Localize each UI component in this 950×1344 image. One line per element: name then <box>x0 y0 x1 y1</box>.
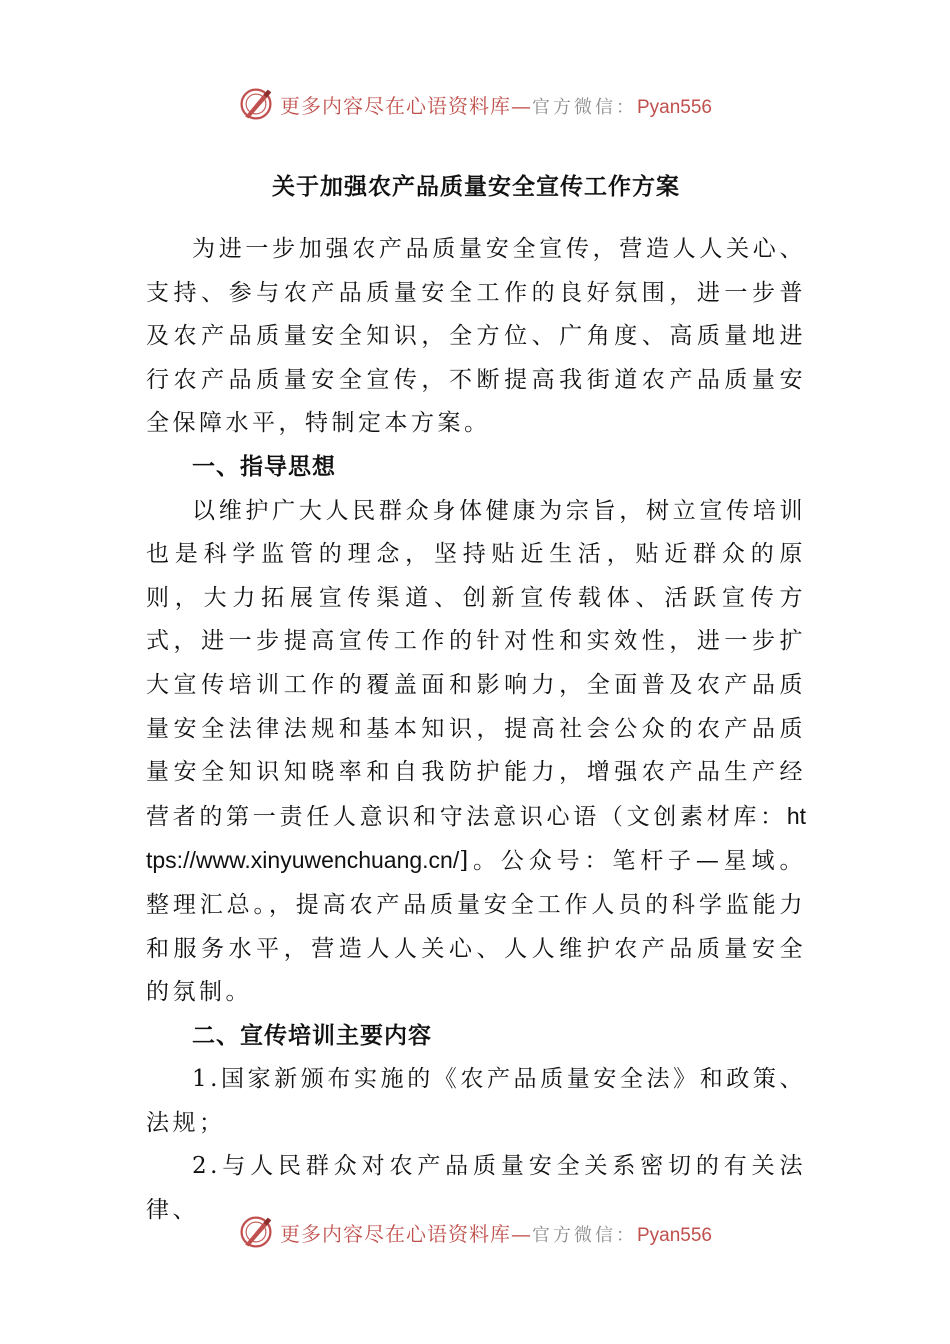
watermark-dash: — <box>510 1221 532 1246</box>
watermark-wechat-label: 官方微信： <box>531 96 637 118</box>
watermark-main-text: 更多内容尽在心语资料库 <box>279 1221 511 1246</box>
watermark-header <box>0 84 950 124</box>
guiding-ideology-paragraph <box>146 490 806 1015</box>
watermark-wechat-id: Pyan556 <box>636 96 712 118</box>
list-item: 1.国家新颁布实施的《农产品质量安全法》和政策、法规； <box>146 1066 806 1136</box>
watermark-footer <box>0 1212 950 1252</box>
guiding-ideology-text: 以维护广大人民群众身体健康为宗旨，树立宣传培训也是科学监管的理念，坚持贴近生活，贴近群众的原则，大力拓展宣传渠道、创新宣传载体、活跃宣传方式，进一步提高宣传工作的针对性和实效性，进一步扩大宣传培训工作的覆盖面和影响力，全面普及农产品质量安全法律法规和基本知识，提高社会公众的农产品质量安全知识知晓率和自我防护能力，增强农产品生产经营者的第一责任人意识和守法意识心语（文创素材库： <box>146 497 806 830</box>
pen-logo-icon <box>238 86 274 122</box>
list-item: 2.与人民群众对农产品质量安全关系密切的有关法律、 <box>146 1153 806 1224</box>
watermark-text <box>280 1218 712 1247</box>
intro-paragraph: 为进一步加强农产品质量安全宣传，营造人人关心、支持、参与农产品质量安全工作的良好氛围，进一步普及农产品质量安全知识，全方位、广角度、高质量地进行农产品质量安全宣传，不断提高我街道农产品质量安全保障水平，特制定本方案。 <box>146 236 806 437</box>
watermark-wechat-id: Pyan556 <box>636 1224 712 1246</box>
section-heading-guiding-ideology: 一、指导思想 <box>192 453 336 480</box>
section-heading-training-content: 二、宣传培训主要内容 <box>192 1022 432 1049</box>
website-url: https://www.xinyuwenchuang.cn/ <box>146 802 806 874</box>
watermark-wechat-label: 官方微信： <box>531 1224 637 1246</box>
watermark-dash: — <box>510 93 532 118</box>
guiding-ideology-text-continued: ]。公众号：笔杆子—星域。整理汇总。，提高农产品质量安全工作人员的科学监能力和服务水平，营造人人关心、人人维护农产品质量安全的氛制。 <box>146 848 806 1006</box>
watermark-text <box>280 90 712 119</box>
document-title: 关于加强农产品质量安全宣传工作方案 <box>272 174 680 200</box>
watermark-main-text: 更多内容尽在心语资料库 <box>279 93 511 118</box>
pen-logo-icon <box>238 1214 274 1250</box>
document-body <box>146 160 806 1233</box>
